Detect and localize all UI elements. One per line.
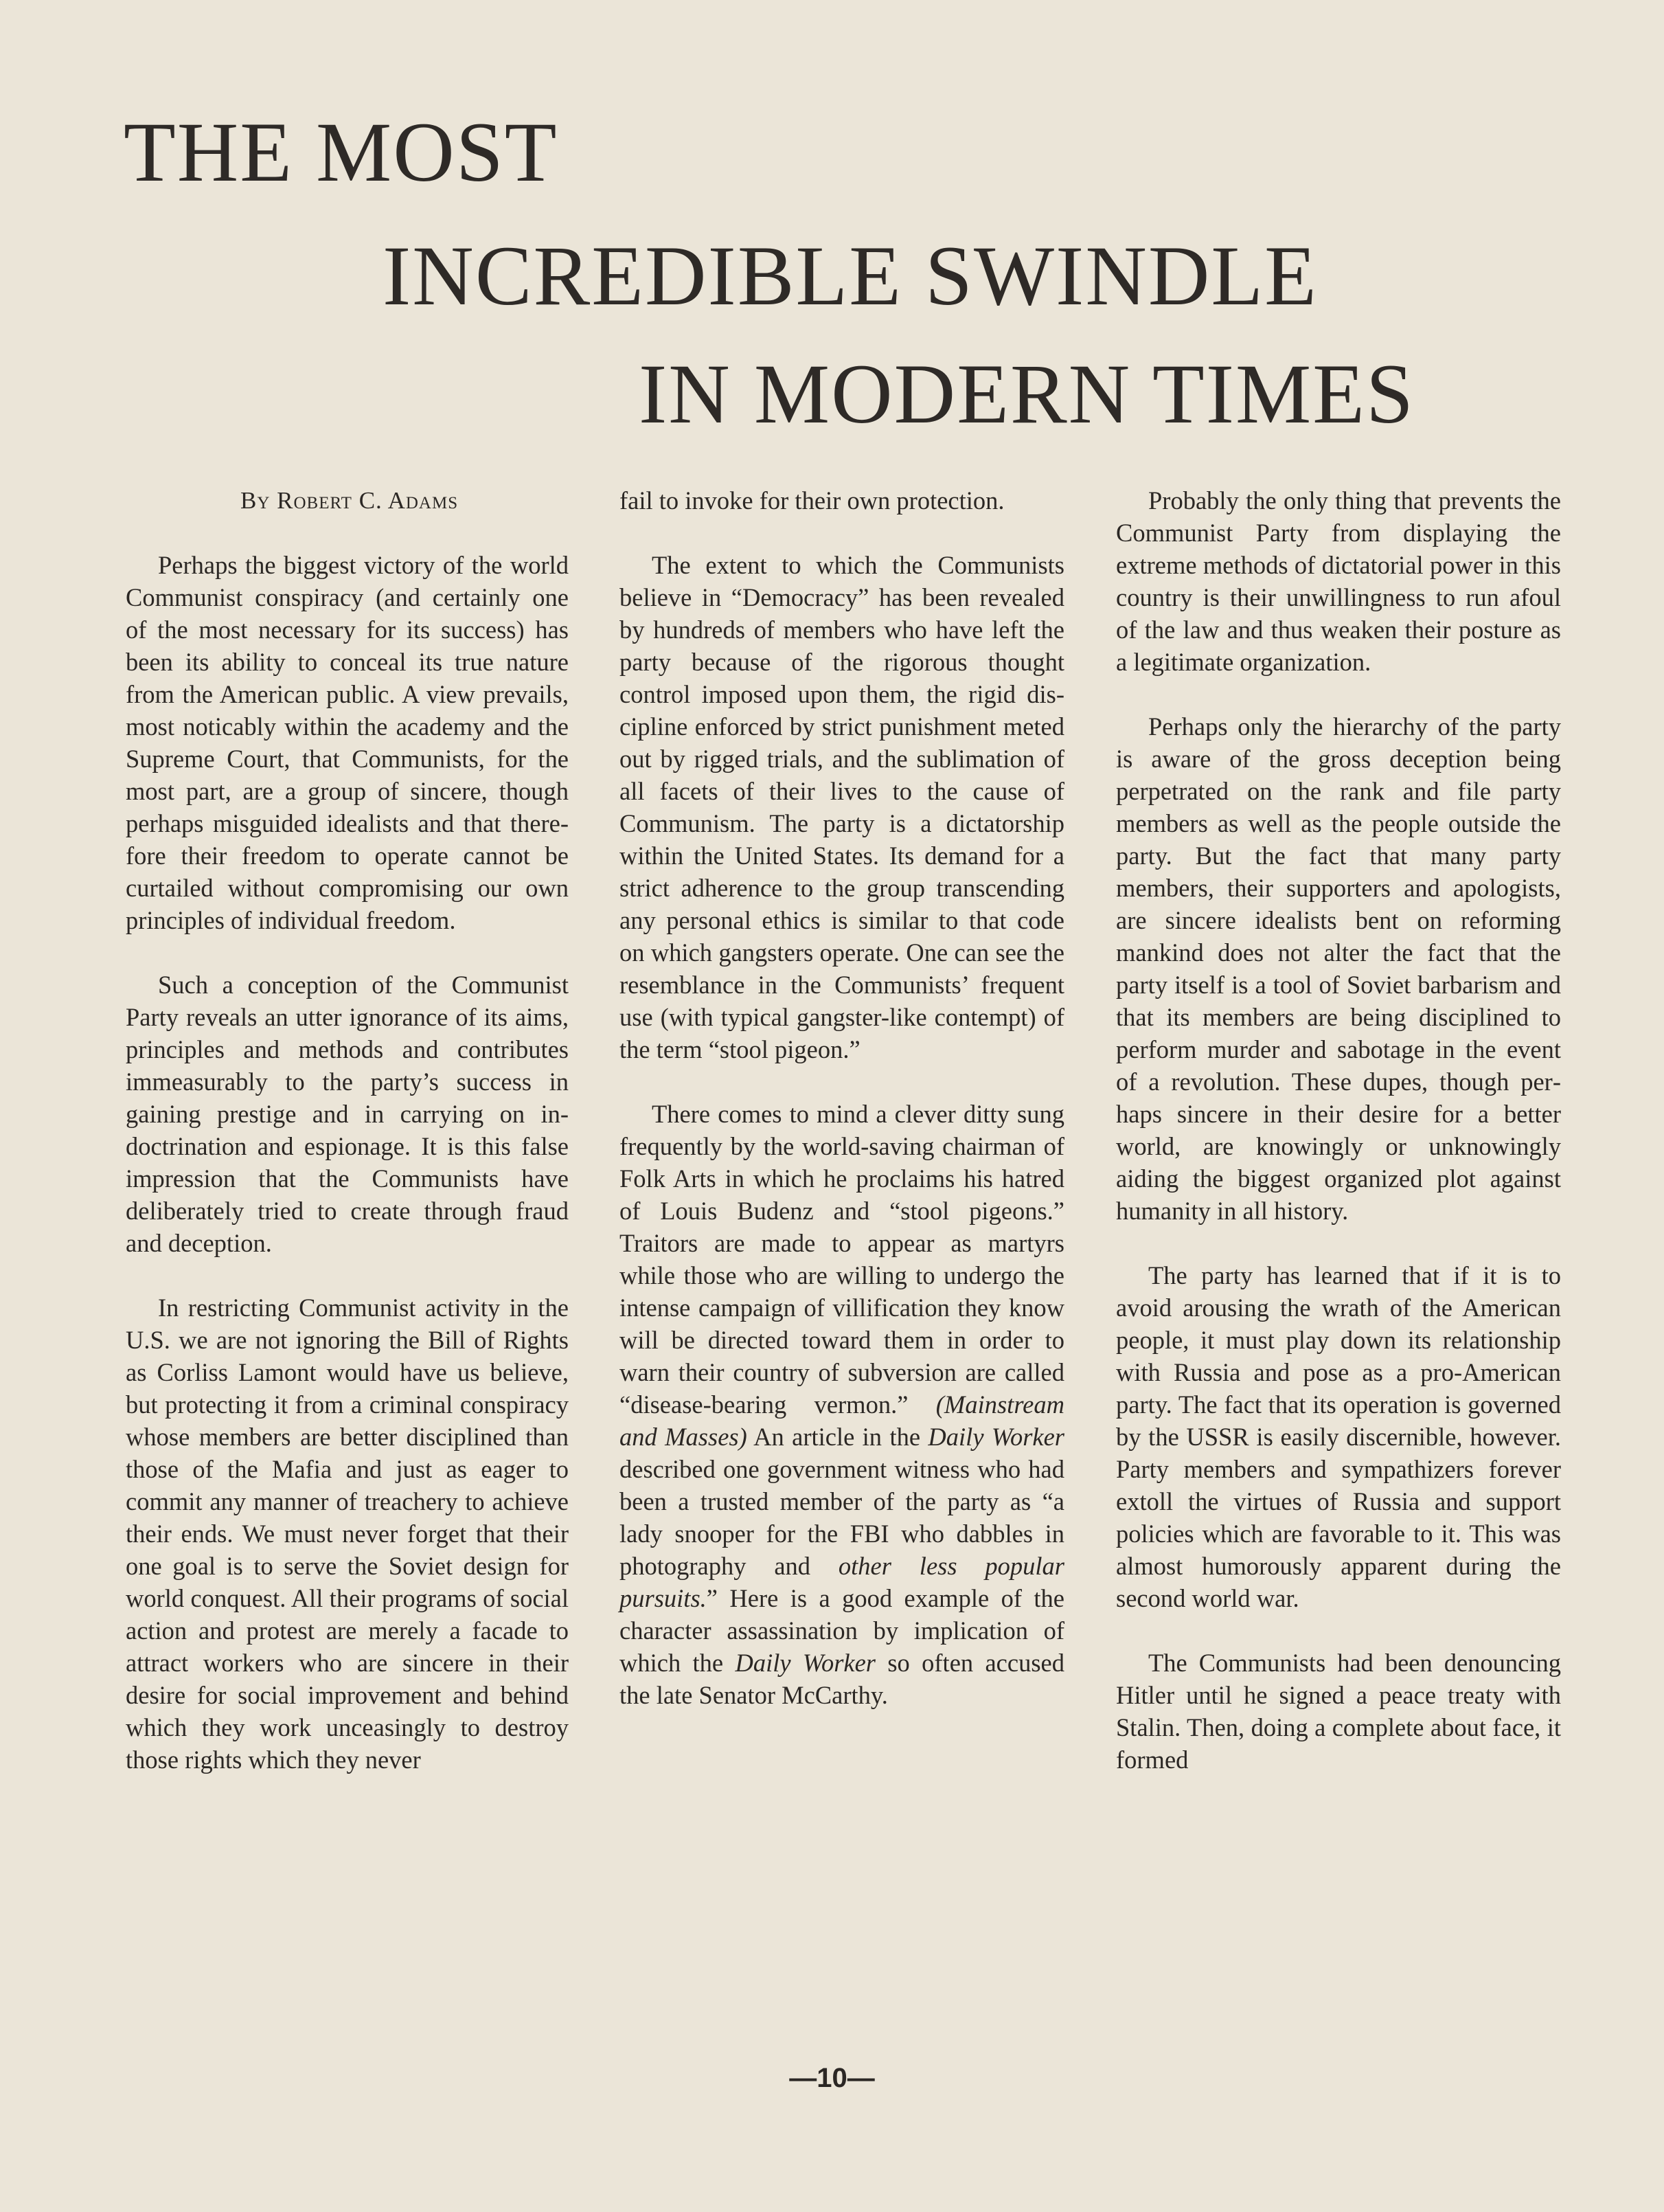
text-run: ” Here is a good example of the character assassination by implication of which the — [619, 1584, 1064, 1677]
paragraph: Such a conception of the Communist Party reveals an utter ignorance of its aims, principles and methods and contributes immeasurably to the party’s success in gaining prestige and in carrying on indoctrination and espionage. It is this false impression that the Communists have deliberately tried to create through fraud and deception. — [126, 971, 569, 1257]
paragraph: The extent to which the Communists believe in “Democracy” has been revealed by hundreds of members who have left the party because of the rigorous thought control imposed upon them, the rigid discipline enforced by strict punishment meted out by rigged trials, and the sublimation of all facets of their lives to the cause of Communism. The party is a dictatorship within the United States. Its demand for a strict adherence to the group transcending any personal ethics is similar to that code on which gangsters operate. One can see the resemblance in the Communists’ frequent use (with typical gangster-like contempt) of the term “stool pigeon.” — [619, 551, 1064, 1063]
paragraph: In restricting Communist activity in the U.S. we are not ignoring the Bill of Rights as Corliss Lamont would have us believe, but protecting it from a criminal conspiracy whose members are better disciplined than those of the Mafia and just as eager to commit any manner of treachery to achieve their ends. We must never forget that their one goal is to serve the Soviet design for world conquest. All their programs of social action and protest are merely a facade to attract workers who are sincere in their desire for social improvement and behind which they work unceasingly to destroy those rights which they never — [126, 1294, 569, 1774]
paragraph: Perhaps the biggest victory of the world Communist conspiracy (and certainly one of the most necessary for its success) has been its ability to conceal its true nature from the American public. A view prevails, most noticably within the academy and the Supreme Court, that Communists, for the most part, are a group of sincere, though perhaps misguided idealists and that therefore their freedom to operate cannot be curtailed without compromising our own principles of individual freedom. — [126, 551, 569, 934]
headline-line-2: INCREDIBLE SWINDLE — [383, 229, 1318, 323]
byline: By Robert C. Adams — [240, 487, 459, 514]
paragraph: The party has learned that if it is to avoid arousing the wrath of the American people, it must play down its relationship with Russia and pose as a pro-American party. The fact that its operation is governed by the USSR is easily discernible, however. Party members and sympathizers forever extoll the virtues of Russia and support policies which are favorable to it. This was almost humorously apparent during the second world war. — [1116, 1261, 1561, 1612]
publication-title-mainstream-and-masses: (Mainstream and Masses) — [619, 1390, 1064, 1451]
text-run: There comes to mind a clever ditty sung frequently by the world-saving chairman of Folk Arts in which he proclaims his hatred of Louis Budenz and “stool pigeons.” Traitors are made to appear as martyrs while those who are willing to undergo the intense campaign of villification they know will be directed toward them in order to warn their country of subversion are called “disease-bearing vermon.” — [619, 1100, 1064, 1419]
headline-line-1: THE MOST — [124, 105, 558, 199]
article-column-1 — [126, 484, 569, 1776]
emphasis-text: other less popular pursuits. — [619, 1552, 1064, 1612]
page-number: —10— — [789, 2063, 875, 2093]
headline-line-3: IN MODERN TIMES — [639, 347, 1415, 441]
publication-title-daily-worker: Daily Worker — [735, 1649, 876, 1677]
article-column-3 — [1116, 484, 1561, 1776]
paragraph-continued: fail to invoke for their own protection. — [619, 486, 1005, 515]
text-run: An article in the — [746, 1423, 928, 1451]
text-run: described one government witness who had been a trusted member of the party as “a lady snooper for the FBI who dabbles in photography and — [619, 1455, 1064, 1580]
text-run: so often accused the late Senator McCarthy. — [619, 1649, 1064, 1709]
paragraph: Perhaps only the hierarchy of the party is aware of the gross deception being perpetrated on the rank and file party members as well as the people outside the party. But the fact that many party members, their supporters and apologists, are sincere idealists bent on reforming mankind does not alter the fact that the party itself is a tool of Soviet barbarism and that its members are being disciplined to perform murder and sabotage in the event of a revolution. These dupes, though perhaps sincere in their desire for a better world, are knowingly or unknowingly aiding the biggest organized plot against humanity in all history. — [1116, 712, 1561, 1225]
paragraph: Probably the only thing that prevents the Communist Party from displaying the extreme methods of dictatorial power in this country is their unwillingness to run afoul of the law and thus weaken their posture as a legitimate organization. — [1116, 486, 1561, 676]
paragraph: The Communists had been denouncing Hitler until he signed a peace treaty with Stalin. Then, doing a complete about face, it formed — [1116, 1649, 1561, 1774]
article-column-2 — [619, 484, 1064, 1711]
publication-title-daily-worker: Daily Worker — [928, 1423, 1065, 1451]
paragraph — [619, 1098, 1064, 1711]
